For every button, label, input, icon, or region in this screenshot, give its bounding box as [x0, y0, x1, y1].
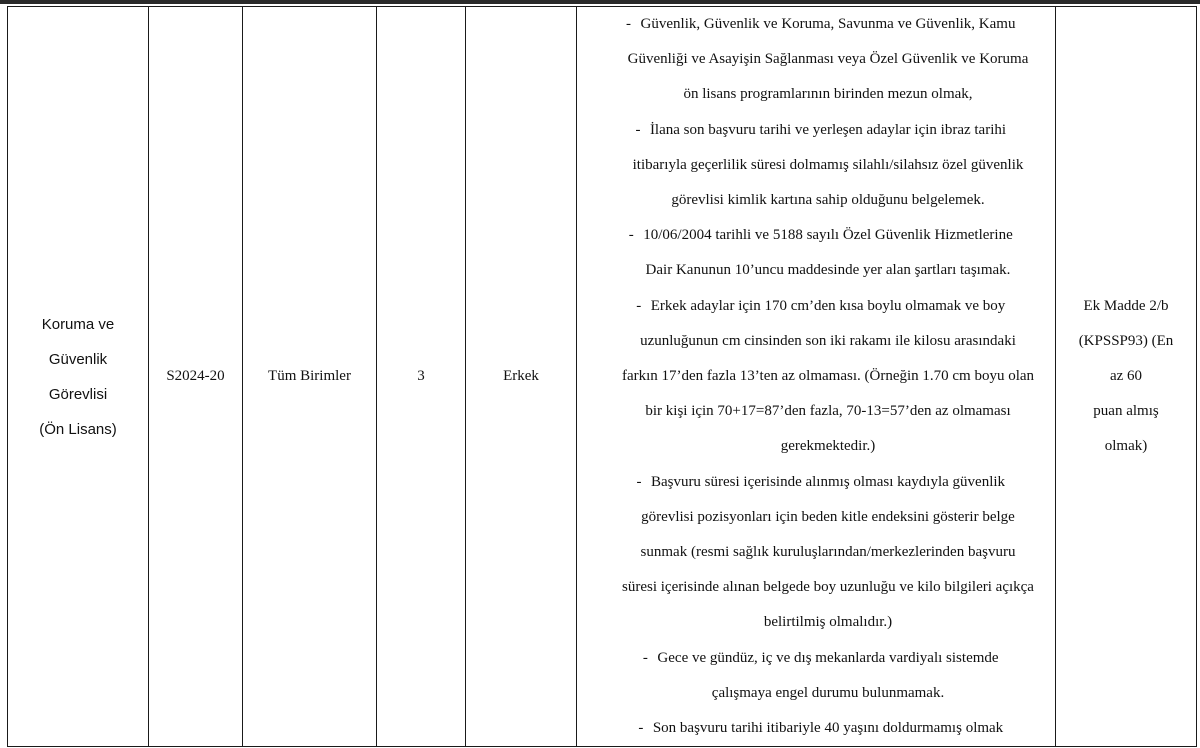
requirement-line	[577, 42, 1055, 77]
requirement-line	[577, 605, 1055, 640]
requirement-line	[577, 359, 1055, 394]
requirement-text: Gece ve gündüz, iç ve dış mekanlarda vardiyalı sistemde	[657, 649, 999, 666]
requirement-line	[577, 465, 1055, 500]
requirement-text: uzunluğunun cm cinsinden son iki rakamı ile kilosu arasındaki	[640, 332, 1016, 349]
requirement-bullet-dash: -	[638, 720, 644, 737]
requirement-line	[577, 394, 1055, 429]
requirement-line	[577, 676, 1055, 711]
requirement-line	[577, 77, 1055, 112]
requirement-text: Güvenlik, Güvenlik ve Koruma, Savunma ve Güvenlik, Kamu	[640, 16, 1016, 32]
requirement-bullet-dash: -	[636, 473, 642, 490]
score-requirement-line: (KPSSP93) (En	[1078, 333, 1174, 350]
position-code-cell: S2024-20	[149, 7, 243, 747]
requirement-text: gerekmektedir.)	[780, 438, 876, 455]
requirement-text: farkın 17’den fazla 13’ten az olmaması. (Örneğin 1.70 cm boyu olan	[621, 368, 1035, 385]
requirement-line	[577, 535, 1055, 570]
requirement-text: belirtilmiş olmalıdır.)	[763, 614, 893, 631]
requirement-text: sunmak (resmi sağlık kuruluşlarından/merkezlerinden başvuru	[640, 544, 1016, 561]
requirement-text: Güvenliği ve Asayişin Sağlanması veya Özel Güvenlik ve Koruma	[627, 51, 1029, 68]
job-requirements-table	[7, 6, 1197, 747]
requirement-text: İlana son başvuru tarihi ve yerleşen adaylar için ibraz tarihi	[649, 121, 1007, 138]
requirement-line	[577, 289, 1055, 324]
requirement-line	[577, 500, 1055, 535]
score-requirement-line: az 60	[1109, 368, 1143, 385]
score-requirement-line: Ek Madde 2/b	[1083, 298, 1169, 315]
requirement-line	[577, 711, 1055, 746]
requirement-line	[577, 324, 1055, 359]
requirements-list	[577, 7, 1055, 746]
requirement-bullet-dash: -	[636, 297, 642, 314]
requirements-cell	[577, 7, 1056, 747]
requirement-line	[577, 253, 1055, 288]
position-title-cell	[8, 7, 149, 747]
score-requirement-cell	[1056, 7, 1197, 747]
requirement-text: itibarıyla geçerlilik süresi dolmamış silahlı/silahsız özel güvenlik	[632, 156, 1024, 173]
requirement-line	[577, 641, 1055, 676]
requirement-text: Başvuru süresi içerisinde alınmış olması kaydıyla güvenlik	[650, 473, 1006, 490]
requirement-line	[577, 570, 1055, 605]
requirement-line	[577, 429, 1055, 464]
unit-cell: Tüm Birimler	[243, 7, 377, 747]
requirement-text: 10/06/2004 tarihli ve 5188 sayılı Özel Güvenlik Hizmetlerine	[643, 227, 1013, 244]
requirement-text: ön lisans programlarının birinden mezun olmak,	[683, 86, 973, 103]
score-requirement-line: olmak)	[1104, 438, 1148, 455]
requirement-text: süresi içerisinde alınan belgede boy uzunluğu ve kilo bilgileri açıkça	[622, 579, 1034, 596]
requirement-bullet-dash: -	[628, 227, 634, 244]
quantity-cell: 3	[377, 7, 466, 747]
requirement-text: Son başvuru tarihi itibariyle 40 yaşını doldurmamış olmak	[652, 720, 1004, 737]
position-title-line: Görevlisi	[48, 385, 108, 403]
position-title-line: Güvenlik	[48, 350, 108, 368]
requirement-text: görevlisi kimlik kartına sahip olduğunu belgelemek.	[671, 192, 985, 209]
document-top-edge	[0, 0, 1200, 4]
requirement-bullet-dash: -	[626, 16, 632, 32]
table-row	[8, 7, 1197, 747]
position-title-line: Koruma ve	[41, 315, 115, 333]
requirement-line	[577, 113, 1055, 148]
requirement-text: Dair Kanunun 10’uncu maddesinde yer alan şartları taşımak.	[645, 262, 1011, 279]
requirement-line	[577, 183, 1055, 218]
requirement-text: çalışmaya engel durumu bulunmamak.	[711, 684, 945, 701]
position-title-line: (Ön Lisans)	[39, 420, 117, 438]
requirement-text: görevlisi pozisyonları için beden kitle endeksini gösterir belge	[641, 508, 1015, 525]
requirement-text: bir kişi için 70+17=87’den fazla, 70-13=57’den az olmaması	[645, 403, 1011, 420]
requirement-bullet-dash: -	[642, 649, 648, 666]
score-requirement-line: puan almış	[1093, 403, 1159, 420]
requirement-line	[577, 148, 1055, 183]
gender-cell: Erkek	[466, 7, 577, 747]
requirement-line	[577, 7, 1055, 42]
requirement-text: Erkek adaylar için 170 cm’den kısa boylu olmamak ve boy	[650, 297, 1006, 314]
requirement-bullet-dash: -	[635, 121, 641, 138]
requirement-line	[577, 218, 1055, 253]
